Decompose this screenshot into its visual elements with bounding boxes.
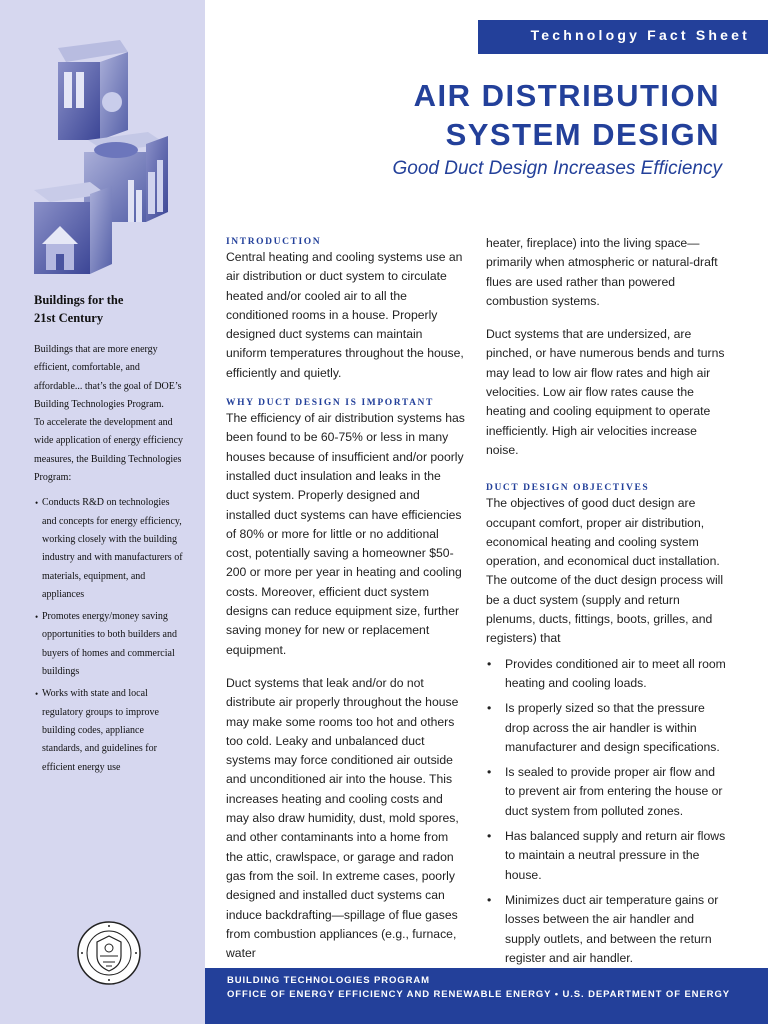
buildings-collage-logo: [28, 40, 178, 280]
title-line2: SYSTEM DESIGN: [445, 117, 720, 152]
sidebar-heading-line1: Buildings for the: [34, 293, 124, 307]
why-paragraph-2: Duct systems that leak and/or do not distribute air properly throughout the house may make some rooms too hot and others too cold. Leaky and unbalanced duct systems may force conditioned air outside and unconditioned air into the house. This increases heating and cooling costs and may also draw humidity, dust, mold spores, and other contaminants into a home from the attic, crawlspace, or garage and radon gas from the soil. In extreme cases, poorly designed and installed duct systems can induce backdrafting—spillage of flue gases from combustion appliances (e.g., furnace, water: [226, 675, 459, 961]
banner-text: Technology Fact Sheet: [530, 27, 750, 43]
sidebar-program-list: [34, 494, 184, 776]
footer-office-name: OFFICE OF ENERGY EFFICIENCY AND RENEWABLE ENERGY • U.S. DEPARTMENT OF ENERGY: [227, 989, 730, 1000]
title-line1: AIR DISTRIBUTION: [413, 78, 720, 113]
sidebar-intro-1: Buildings that are more energy efficient, comfortable, and affordable... that’s the goal of DOE’s Building Technologies Program.: [34, 344, 182, 410]
why-paragraph-3: Duct systems that are undersized, are pinched, or have numerous bends and turns may lead to low air flow rates and high air velocities. Low air flow rates cause the heating and cooling equipment to operate inefficiently. High air velocities increase noise.: [486, 327, 725, 457]
objectives-list-item: • Is sealed to provide proper air flow and to prevent air from entering the house or duct system from polluted zones.: [486, 763, 726, 821]
objectives-list: [486, 655, 726, 968]
section-heading-objectives: DUCT DESIGN OBJECTIVES: [486, 483, 650, 494]
why-paragraph-2-continued: heater, fireplace) into the living space—primarily when atmospheric or natural-draft flues are used rather than powered combustion systems.: [486, 236, 718, 308]
fact-sheet-banner: [478, 20, 768, 54]
sidebar-heading-line2: 21st Century: [34, 311, 104, 325]
sidebar-body: [34, 341, 184, 781]
footer-bar: [205, 968, 768, 1024]
sidebar-intro-2: To accelerate the development and wide application of energy efficiency measures, the Building Technologies Program:: [34, 417, 184, 484]
doe-seal-icon: [76, 920, 142, 986]
page-subtitle: Good Duct Design Increases Efficiency: [392, 158, 722, 179]
section-heading-why: WHY DUCT DESIGN IS IMPORTANT: [226, 398, 434, 409]
section-heading-introduction: INTRODUCTION: [226, 237, 322, 247]
objectives-list-item: • Has balanced supply and return air flows to maintain a neutral pressure in the house.: [486, 827, 726, 885]
sidebar-heading: [34, 291, 184, 327]
sidebar: [0, 0, 205, 1024]
why-paragraph-1: The efficiency of air distribution systems has been found to be 60-75% or less in many houses because of insufficient and/or poorly installed duct insulation and leaks in the duct system. Properly designed and installed duct systems can have efficiencies of 80% or more for little or no additional cost, potentially saving a homeowner $50-200 or more per year in heating and cooling costs. Moreover, efficient duct system designs can reduce equipment size, further saving money for new or replacement equipment.: [226, 411, 465, 657]
intro-paragraph: Central heating and cooling systems use an air distribution or duct system to circulate heated and/or cooled air to all the conditioned rooms in a house. Properly designed duct systems can maintain uniform temperatures throughout the house, efficiently and quietly.: [226, 250, 464, 380]
sidebar-list-item: • Conducts R&D on technologies and concepts for energy efficiency, working closely with the building industry and with manufacturers of materials, equipment, and appliances: [34, 494, 184, 604]
content-column-2: [486, 234, 726, 974]
page-title: [414, 76, 720, 154]
objectives-list-item: • Is properly sized so that the pressure drop across the air handler is within manufacturer and design specifications.: [486, 699, 726, 757]
objectives-list-item: • Minimizes duct air temperature gains or losses between the air handler and supply outlets, and between the return register and air handler.: [486, 891, 726, 968]
footer-program-name: BUILDING TECHNOLOGIES PROGRAM: [227, 975, 430, 986]
sidebar-list-item: • Works with state and local regulatory groups to improve building codes, appliance standards, and guidelines for efficient energy use: [34, 685, 184, 776]
content-column-1: [226, 234, 466, 969]
objectives-list-item: • Provides conditioned air to meet all room heating and cooling loads.: [486, 655, 726, 694]
sidebar-list-item: • Promotes energy/money saving opportunities to both builders and buyers of homes and commercial buildings: [34, 608, 184, 681]
objectives-paragraph: The objectives of good duct design are occupant comfort, proper air distribution, economical heating and cooling system operation, and economical duct installation. The outcome of the duct design process will be a duct system (supply and return plenums, ducts, fittings, boots, grilles, and registers) that: [486, 496, 724, 646]
